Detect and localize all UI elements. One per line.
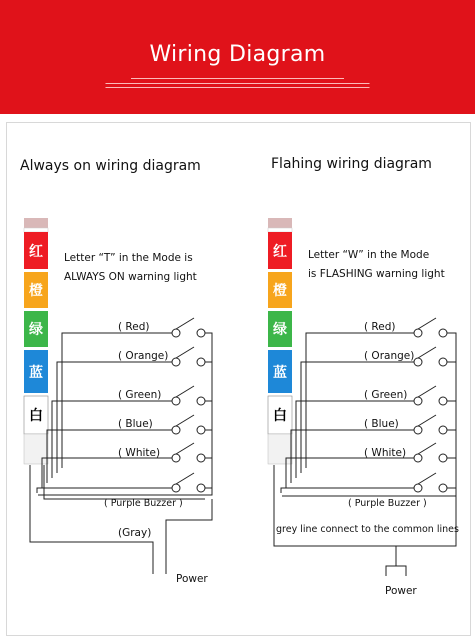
left-switch-red-b [197, 329, 205, 337]
right-wire-label-blue: ( Blue) [364, 418, 399, 430]
left-switch-red-a [172, 329, 180, 337]
right-tower-base [268, 434, 292, 464]
left-light-tower [24, 218, 48, 464]
left-desc-line2: ALWAYS ON warning light [64, 271, 197, 283]
left-diagram [20, 158, 212, 585]
right-power-label: Power [385, 585, 417, 597]
left-tower-base [24, 434, 48, 464]
left-wire-label-orange: ( Orange) [118, 350, 169, 362]
left-wire-label-white: ( White) [118, 447, 161, 459]
right-diagram [268, 156, 459, 597]
right-light-tower [268, 218, 292, 464]
right-tower-cap [268, 218, 292, 228]
right-segment-label-orange: 橙 [273, 283, 287, 299]
left-gray-label: (Gray) [118, 527, 152, 539]
left-segment-label-white: 白 [29, 408, 43, 424]
left-segment-label-orange: 橙 [29, 283, 43, 299]
left-switches [172, 318, 205, 492]
left-section-title: Always on wiring diagram [20, 158, 201, 174]
left-wire-label-red: ( Red) [118, 321, 150, 333]
right-desc-line1: Letter “W” in the Mode [308, 249, 430, 261]
right-desc-line2: is FLASHING warning light [308, 268, 445, 280]
left-power-label: Power [176, 573, 208, 585]
right-segment-label-green: 绿 [273, 322, 287, 338]
right-switches [414, 318, 447, 492]
left-tower-cap [24, 218, 48, 228]
right-wire-label-orange: ( Orange) [364, 350, 415, 362]
right-wire-label-green: ( Green) [364, 389, 408, 401]
right-wire-label-red: ( Red) [364, 321, 396, 333]
right-segment-label-white: 白 [273, 408, 287, 424]
banner-fine-print: ▬▬▬▬▬▬▬▬▬▬▬▬▬▬▬▬▬▬▬▬▬▬▬▬▬▬▬▬▬▬▬▬▬▬▬▬▬▬▬▬▬▬▬▬▬▬▬▬▬▬▬▬▬▬▬▬▬▬▬▬▬▬▬▬▬▬▬▬▬▬▬ ▬▬▬▬▬▬▬▬▬▬▬▬▬▬▬▬▬▬▬▬▬▬▬▬▬▬▬▬▬▬▬▬▬▬▬▬▬▬▬▬▬▬▬▬▬▬▬▬▬▬▬▬▬▬▬▬▬▬▬▬▬▬▬▬▬▬▬▬▬▬▬▬▬▬▬▬▬▬▬▬▬▬▬▬▬▬▬▬ ▬▬▬▬▬▬▬▬▬▬▬▬▬▬▬▬▬▬▬▬▬▬▬▬▬▬▬▬▬▬▬▬▬▬▬▬▬▬▬▬▬▬▬▬▬▬▬▬▬▬▬▬▬▬▬▬▬▬▬▬▬▬▬▬▬▬▬▬▬▬▬▬▬▬▬▬▬▬▬▬▬▬▬▬▬▬▬▬ [105, 76, 370, 89]
left-segment-label-green: 绿 [29, 322, 43, 338]
right-common-note: grey line connect to the common lines [276, 524, 459, 535]
right-segment-label-red: 红 [273, 244, 287, 260]
left-wire-label-green: ( Green) [118, 389, 162, 401]
left-segment-label-blue: 蓝 [29, 365, 43, 381]
right-wire-label-buzzer: ( Purple Buzzer ) [348, 498, 427, 509]
right-section-title: Flahing wiring diagram [271, 156, 432, 172]
left-wire-label-buzzer: ( Purple Buzzer ) [104, 498, 183, 509]
right-wire-label-white: ( White) [364, 447, 407, 459]
left-desc-line1: Letter “T” in the Mode is [64, 252, 193, 264]
left-segment-label-red: 红 [29, 244, 43, 260]
right-segment-label-blue: 蓝 [273, 365, 287, 381]
left-wire-label-blue: ( Blue) [118, 418, 153, 430]
page-title: Wiring Diagram [149, 42, 326, 67]
